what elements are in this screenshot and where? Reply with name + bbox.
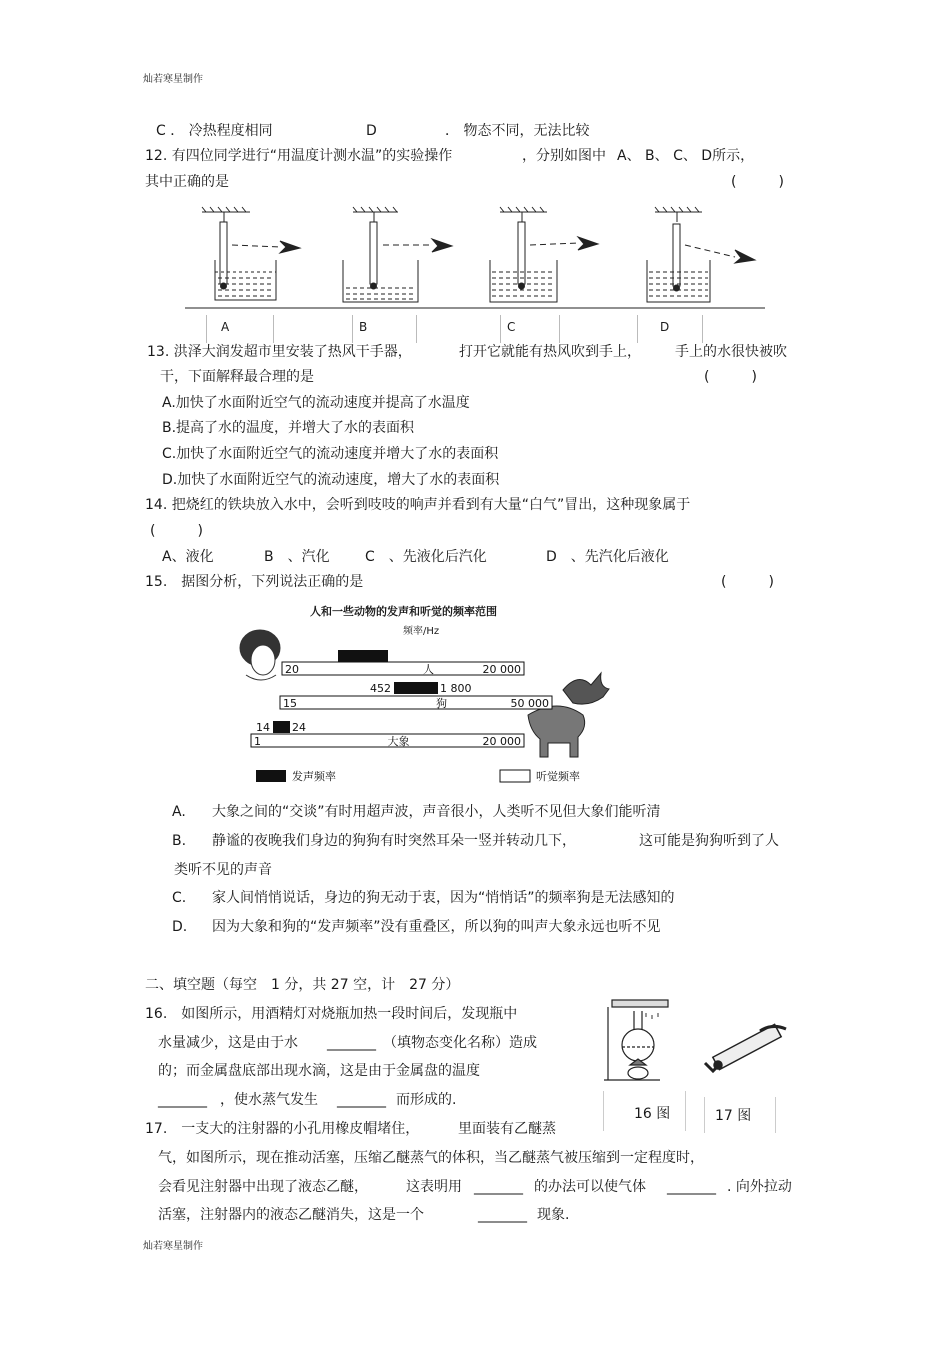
- voice-bar-elephant: [273, 721, 290, 733]
- q17-stem-4a: 活塞，注射器内的液态乙醚消失，这是一个: [158, 1207, 424, 1223]
- q14-option-b: B 、汽化: [264, 549, 330, 565]
- voice-max-label-human: 1 100: [390, 650, 422, 663]
- hearing-max-label-elephant: 20 000: [482, 735, 521, 748]
- q14-option-c: C 、先液化后汽化: [365, 549, 487, 565]
- q13-stem-2: 干，下面解释最合理的是: [160, 369, 314, 385]
- q13-option-c: C.加快了水面附近空气的流动速度并增大了水的表面积: [162, 446, 499, 462]
- q15-stem: 15. 据图分析，下列说法正确的是: [145, 574, 364, 590]
- q15-option-a-label: A.: [172, 804, 186, 820]
- q16-stem-1: 16. 如图所示，用酒精灯对烧瓶加热一段时间后，发现瓶中: [145, 1006, 518, 1022]
- q15-option-b-1b: 这可能是狗狗听到了人: [639, 833, 779, 849]
- q15-option-c: 家人间悄悄说话，身边的狗无动于衷，因为“悄悄话”的频率狗是无法感知的: [212, 890, 675, 906]
- q16-stem-2a: 水量减少，这是由于水: [158, 1035, 298, 1051]
- q15-option-c-label: C.: [172, 890, 187, 906]
- q16-stem-3: 的；而金属盘底部出现水滴，这是由于金属盘的温度: [158, 1063, 480, 1079]
- q17-stem-2: 气，如图所示，现在推动活塞，压缩乙醚蒸气的体积，当乙醚蒸气被压缩到一定程度时，: [158, 1150, 704, 1166]
- q15-answer-paren: ( ): [721, 574, 774, 590]
- legend-hear-label: 听觉频率: [536, 770, 580, 783]
- q12-stem-1b: ，分别如图中: [522, 148, 606, 164]
- q12-stem-1c: A、 B、 C、 D所示，: [617, 148, 755, 164]
- category-label-elephant: 大象: [387, 735, 410, 748]
- legend-voice-swatch: [256, 770, 286, 782]
- q16-stem-2b: （填物态变化名称）造成: [383, 1035, 537, 1051]
- q16-blank-3[interactable]: _______: [337, 1092, 386, 1108]
- q17-stem-3a: 会看见注射器中出现了液态乙醚，: [158, 1179, 368, 1195]
- elephant-icon: [528, 706, 585, 757]
- q13-stem-1c: 手上的水很快被吹: [675, 344, 787, 360]
- voice-bar-human: [338, 650, 388, 662]
- q16-stem-4c: 而形成的.: [396, 1092, 457, 1108]
- q16-stem-4b: ，使水蒸气发生: [220, 1092, 318, 1108]
- q15-option-d: 因为大象和狗的“发声频率”没有重叠区，所以狗的叫声大象永远也听不见: [212, 919, 661, 935]
- hearing-max-label-human: 20 000: [482, 663, 521, 676]
- q13-answer-paren: ( ): [704, 369, 757, 385]
- hearing-max-label-dog: 50 000: [510, 697, 549, 710]
- hearing-min-label-elephant: 1: [254, 735, 261, 748]
- q15-option-b-1: 静谧的夜晚我们身边的狗狗有时突然耳朵一竖并转动几下，: [212, 833, 576, 849]
- category-label-human: 人: [423, 663, 434, 676]
- q12-stem-1: 12. 有四位同学进行“用温度计测水温”的实验操作: [145, 148, 453, 164]
- figure-label-d: D: [637, 315, 703, 343]
- category-label-dog: 狗: [436, 697, 447, 710]
- q16-blank-1[interactable]: _______: [327, 1035, 376, 1051]
- q15-option-a: 大象之间的“交谈”有时用超声波，声音很小，人类听不见但大象们能听清: [212, 804, 661, 820]
- q17-stem-4b: 现象.: [537, 1207, 570, 1223]
- voice-max-label-elephant: 24: [292, 721, 306, 734]
- fig17-caption-box: [704, 1097, 776, 1133]
- legend-hear-swatch: [500, 770, 530, 782]
- chart-title: 人和一些动物的发声和听觉的频率范围: [310, 605, 497, 618]
- fig16-label: 16 图: [634, 1106, 671, 1122]
- q11-option-d: ． 物态不同，无法比较: [445, 123, 590, 139]
- q17-stem-3b: 这表明用: [406, 1179, 462, 1195]
- q17-stem-1b: 里面装有乙醚蒸: [458, 1121, 556, 1137]
- figure-label-a: A: [206, 315, 274, 343]
- experiment-figures: [600, 995, 800, 1090]
- voice-min-label-human: 85: [321, 650, 335, 663]
- q15-option-b-2: 类听不见的声音: [174, 862, 272, 878]
- q13-option-b: B.提高了水的温度，并增大了水的表面积: [162, 420, 415, 436]
- q13-stem-1a: 13. 洪泽大润发超市里安装了热风干手器，: [147, 344, 412, 360]
- q12-stem-2: 其中正确的是: [145, 174, 229, 190]
- voice-min-label-elephant: 14: [256, 721, 270, 734]
- q12-answer-paren: ( ): [731, 174, 784, 190]
- q14-stem: 14. 把烧红的铁块放入水中，会听到吱吱的响声并看到有大量“白气”冒出，这种现象属于: [145, 497, 691, 513]
- thermometer-figure: [180, 200, 770, 315]
- q11-option-c: C ． 冷热程度相同: [156, 123, 273, 139]
- figure-label-c: C: [500, 315, 560, 343]
- legend-voice-label: 发声频率: [292, 770, 336, 783]
- dog-icon: [563, 673, 609, 704]
- q15-option-b-label: B.: [172, 833, 187, 849]
- voice-min-label-dog: 452: [370, 682, 391, 695]
- woman-icon: [240, 630, 280, 680]
- q17-blank-2[interactable]: _______: [667, 1179, 716, 1195]
- page-footer: 灿若寒星制作: [143, 1241, 203, 1252]
- fig16-caption-box: [603, 1091, 686, 1131]
- figure-label-b: B: [352, 315, 417, 343]
- q14-answer-paren: ( ): [150, 523, 203, 539]
- q13-stem-1b: 打开它就能有热风吹到手上，: [459, 344, 641, 360]
- fig17-label: 17 图: [715, 1108, 752, 1124]
- voice-max-label-dog: 1 800: [440, 682, 472, 695]
- q17-stem-1a: 17. 一支大的注射器的小孔用橡皮帽堵住，: [145, 1121, 420, 1137]
- section-title: 二、填空题（每空 1 分，共 27 空，计 27 分）: [145, 977, 460, 993]
- chart-unit: 频率/Hz: [403, 626, 440, 637]
- q14-option-d: D 、先汽化后液化: [546, 549, 669, 565]
- q15-option-d-label: D.: [172, 919, 188, 935]
- voice-bar-dog: [394, 682, 438, 694]
- q14-option-a: A、液化: [162, 549, 214, 565]
- q13-option-a: A.加快了水面附近空气的流动速度并提高了水温度: [162, 395, 470, 411]
- q17-blank-3[interactable]: _______: [478, 1207, 527, 1223]
- flask-heating-icon: [604, 1000, 668, 1080]
- q17-stem-3d: . 向外拉动: [727, 1179, 792, 1195]
- q17-blank-1[interactable]: _______: [474, 1179, 523, 1195]
- hearing-min-label-dog: 15: [283, 697, 297, 710]
- syringe-icon: [705, 1024, 786, 1071]
- q11-option-d-label: D: [366, 123, 377, 139]
- q13-option-d: D.加快了水面附近空气的流动速度，增大了水的表面积: [162, 472, 500, 488]
- q16-blank-2[interactable]: _______: [158, 1092, 207, 1108]
- frequency-chart: [228, 620, 623, 795]
- page-header: 灿若寒星制作: [143, 74, 203, 85]
- q17-stem-3c: 的办法可以使气体: [534, 1179, 646, 1195]
- hearing-min-label-human: 20: [285, 663, 299, 676]
